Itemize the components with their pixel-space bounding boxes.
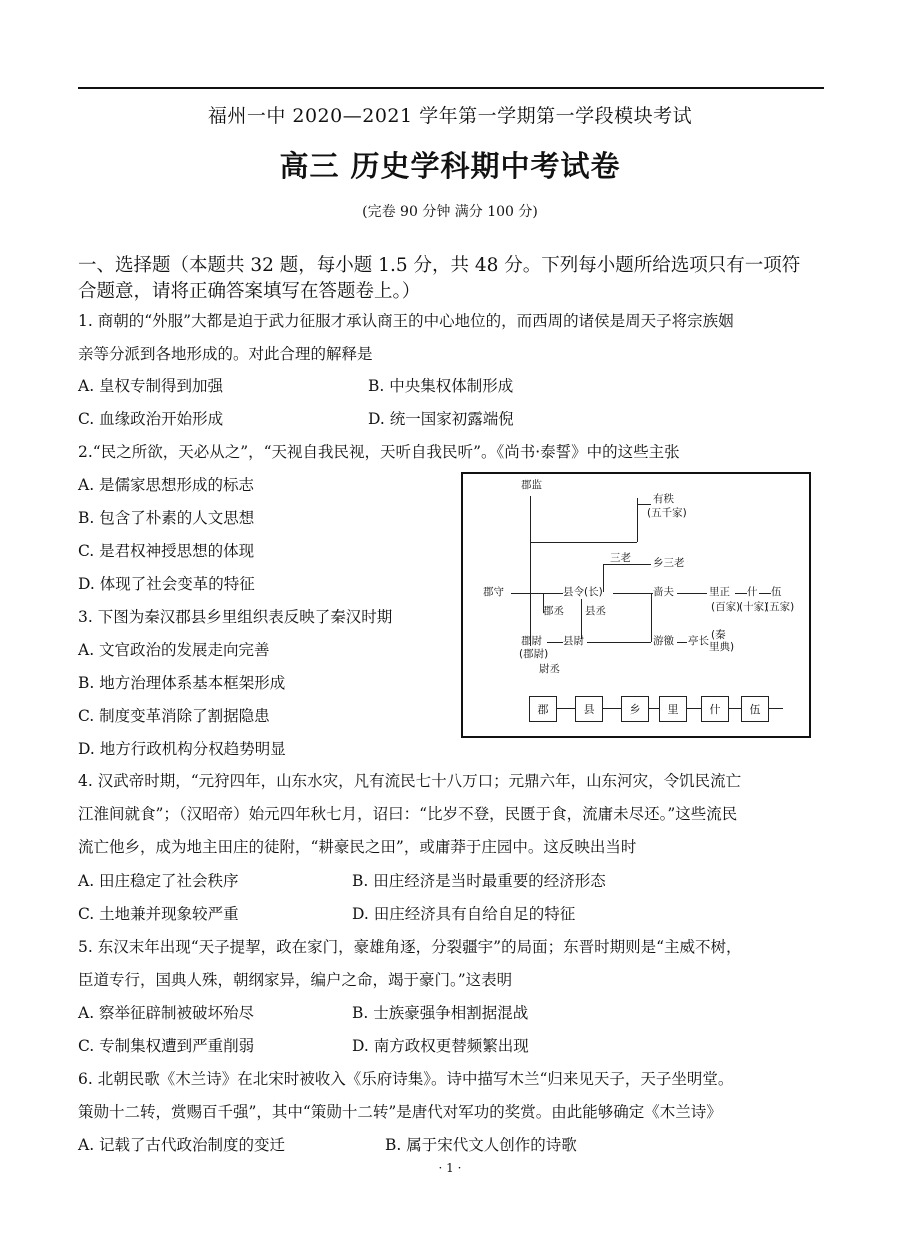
label-xianling: 县令(长) (563, 586, 603, 598)
label-xianwei: 县尉 (563, 635, 584, 647)
chain-box-wu: 伍 (741, 696, 769, 722)
question-1-stem-cont: 亲等分派到各地形成的。对此合理的解释是 (78, 345, 373, 363)
question-5-option-d: D. 南方政权更替频繁出现 (352, 1037, 529, 1055)
label-weicheng: 尉丞 (539, 663, 560, 675)
label-youjiao: 游徼 (653, 635, 674, 647)
question-2-option-b: B. 包含了朴素的人文思想 (78, 509, 255, 527)
label-shi: 什 (747, 586, 758, 598)
label-youzhi: 有秩 (653, 493, 674, 505)
question-2-option-a: A. 是儒家思想形成的标志 (78, 476, 255, 494)
question-1-option-a: A. 皇权专制得到加强 (78, 377, 224, 395)
label-junshou: 郡守 (483, 586, 504, 598)
exam-title: 高三 历史学科期中考试卷 (279, 149, 621, 183)
label-wu: 伍 (771, 586, 782, 598)
question-4-option-b: B. 田庄经济是当时最重要的经济形态 (352, 872, 606, 890)
question-3-option-b: B. 地方治理体系基本框架形成 (78, 674, 286, 692)
label-lizheng-note2: (秦 (711, 629, 726, 641)
chain-box-xian: 县 (575, 696, 603, 722)
question-1-stem: 1. 商朝的“外服”大都是迫于武力征服才承认商王的中心地位的，而西周的诸侯是周天子将宗族姻 (78, 312, 734, 330)
question-1-option-b: B. 中央集权体制形成 (368, 377, 514, 395)
question-3-stem: 3. 下图为秦汉郡县乡里组织表反映了秦汉时期 (78, 608, 393, 626)
exam-subtitle: (完卷 90 分钟 满分 100 分) (362, 204, 538, 220)
label-xiangsanlao: 乡三老 (653, 557, 685, 569)
question-4-stem: 4. 汉武帝时期，“元狩四年，山东水灾，凡有流民七十八万口；元鼎六年，山东河灾，令饥民流亡 (78, 772, 742, 790)
question-2-option-c: C. 是君权神授思想的体现 (78, 542, 255, 560)
question-6-stem-cont: 策勋十二转，赏赐百千强”，其中“策勋十二转”是唐代对军功的奖赏。由此能够确定《木兰诗》 (78, 1103, 722, 1121)
question-5-stem: 5. 东汉末年出现“天子提挈，政在家门，豪雄角逐，分裂疆宇”的局面；东晋时期则是“主威不树， (78, 938, 742, 956)
question-4-stem-cont2: 流亡他乡，成为地主田庄的徒附，“耕豪民之田”，或庸莽于庄园中。这反映出当时 (78, 838, 637, 856)
question-4-stem-cont1: 江淮间就食”；（汉昭帝）始元四年秋七月，诏曰：“比岁不登，民匮于食，流庸未尽还。”这些流民 (78, 805, 738, 823)
question-6-option-b: B. 属于宋代文人创作的诗歌 (385, 1136, 577, 1154)
section-heading-line2: 合题意，请将正确答案填写在答题卷上。） (78, 281, 421, 302)
label-sanlao: 三老 (610, 552, 631, 564)
chain-box-jun: 郡 (529, 696, 557, 722)
question-2-option-d: D. 体现了社会变革的特征 (78, 575, 255, 593)
label-lizheng-note: (百家) (711, 601, 741, 613)
chain-box-xiang: 乡 (621, 696, 649, 722)
label-juncheng: 郡丞 (543, 605, 564, 617)
label-tingzhang: 亭长 (688, 635, 709, 647)
label-youzhi-note: (五千家) (647, 507, 687, 519)
question-2-stem: 2.“民之所欲，天必从之”，“天视自我民视，天听自我民听”。《尚书·泰誓》中的这些主张 (78, 443, 680, 461)
question-3-option-c: C. 制度变革消除了割据隐患 (78, 707, 270, 725)
label-shi-note: (十家) (739, 601, 769, 613)
question-5-option-a: A. 察举征辟制被破坏殆尽 (78, 1004, 255, 1022)
label-sefu: 啬夫 (653, 586, 674, 598)
header-rule (78, 87, 824, 89)
label-junwei-note: (郡尉) (519, 648, 549, 660)
question-5-stem-cont: 臣道专行，国典人殊，朝纲家异，编户之命，竭于豪门。”这表明 (78, 971, 513, 989)
question-3-option-a: A. 文官政治的发展走向完善 (78, 641, 270, 659)
question-4-option-d: D. 田庄经济具有自给自足的特征 (352, 905, 576, 923)
chain-box-li: 里 (659, 696, 687, 722)
label-wu-note: (五家) (765, 601, 795, 613)
question-5-option-c: C. 专制集权遭到严重削弱 (78, 1037, 255, 1055)
section-heading-line1: 一、选择题（本题共 32 题，每小题 1.5 分，共 48 分。下列每小题所给选项只有一项符 (78, 255, 801, 276)
label-junwei: 郡尉 (521, 635, 542, 647)
question-5-option-b: B. 士族豪强争相割据混战 (352, 1004, 529, 1022)
question-1-option-d: D. 统一国家初露端倪 (368, 410, 514, 428)
question-6-option-a: A. 记载了古代政治制度的变迁 (78, 1136, 286, 1154)
question-4-option-a: A. 田庄稳定了社会秩序 (78, 872, 239, 890)
label-xiancheng: 县丞 (585, 605, 606, 617)
page-number: · 1 · (438, 1161, 462, 1175)
qin-han-admin-diagram (461, 472, 811, 738)
label-lizheng-note3: 里典) (709, 641, 735, 653)
chain-box-shi: 什 (701, 696, 729, 722)
question-4-option-c: C. 土地兼并现象较严重 (78, 905, 239, 923)
label-lizheng: 里正 (709, 586, 730, 598)
label-jianyu: 郡监 (521, 479, 542, 491)
exam-school-line: 福州一中 2020—2021 学年第一学期第一学段模块考试 (207, 105, 693, 127)
question-1-option-c: C. 血缘政治开始形成 (78, 410, 224, 428)
question-3-option-d: D. 地方行政机构分权趋势明显 (78, 740, 286, 758)
question-6-stem: 6. 北朝民歌《木兰诗》在北宋时被收入《乐府诗集》。诗中描写木兰“归来见天子，天子坐明堂。 (78, 1070, 734, 1088)
